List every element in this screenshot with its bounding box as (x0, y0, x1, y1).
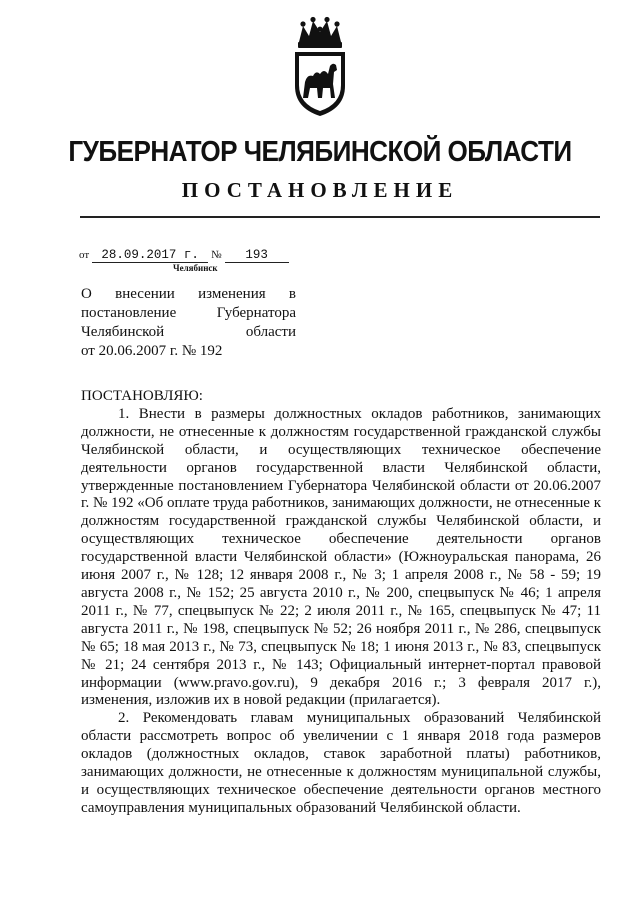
document-body (81, 388, 601, 818)
document-meta (79, 247, 289, 263)
number-label: № (211, 249, 222, 261)
document-type: ПОСТАНОВЛЕНИЕ (181, 178, 459, 202)
subject-line: от 20.06.2007 г. № 192 (81, 343, 223, 359)
subject-line: Челябинской области (81, 324, 296, 340)
paragraph-2: 2. Рекомендовать главам муниципальных образований Челябинской области рассмотреть вопрос об увеличении с 1 января 2018 года размеров окладов (должностных окладов, ставок заработной платы) работников, занимающих должности, не отнесенные к должностям муниципальной службы, и осуществляющих техническое обеспечение деятельности органов местного самоуправления муниципальных образований Челябинской области. (81, 710, 601, 816)
issuer-title: ГУБЕРНАТОР ЧЕЛЯБИНСКОЙ ОБЛАСТИ (68, 136, 572, 168)
city-label: Челябинск (173, 263, 218, 273)
coat-of-arms-emblem (289, 16, 351, 118)
header-divider (80, 216, 600, 218)
date-label: от (79, 249, 90, 261)
document-number: 193 (225, 249, 289, 263)
paragraph-1: 1. Внести в размеры должностных окладов работников, занимающих должности, не отнесенные к должностям государственной гражданской службы Челябинской области, и осуществляющих техническое обеспечение деятельности органов государственной власти Челябинской области, утвержденные постановлением Губернатора Челябинской области от 20.06.2007 г. № 192 «Об оплате труда работников, занимающих должности, не отнесенные к должностям государственной гражданской службы Челябинской области, и осуществляющих техническое обеспечение деятельности органов государственной власти Челябинской области» (Южноуральская панорама, 26 июня 2007 г., № 128; 12 января 2008 г., № 3; 1 апреля 2008 г., № 58 - 59; 19 августа 2008 г., № 152; 25 августа 2010 г., № 200, спецвыпуск № 46; 1 апреля 2011 г., № 77, спецвыпуск № 22; 2 июля 2011 г., № 165, спецвыпуск № 47; 11 августа 2011 г., № 198, спецвыпуск № 52; 26 ноября 2011 г., № 286, спецвыпуск № 65; 18 мая 2013 г., № 73, спецвыпуск № 18; 1 июня 2013 г., № 83, спецвыпуск № 21; 24 сентября 2013 г., № 143; Официальный интернет-портал правовой информации (www.pravo.gov.ru), 9 декабря 2016 г.; 3 февраля 2017 г.), изменения, изложив их в новой редакции (прилагается). (81, 405, 601, 709)
subject-line: О внесении изменения в (81, 286, 296, 302)
subject-line: постановление Губернатора (81, 305, 296, 321)
document-date: 28.09.2017 г. (92, 249, 208, 263)
subject-block (81, 285, 296, 361)
resolution-heading: ПОСТАНОВЛЯЮ: (81, 388, 203, 404)
